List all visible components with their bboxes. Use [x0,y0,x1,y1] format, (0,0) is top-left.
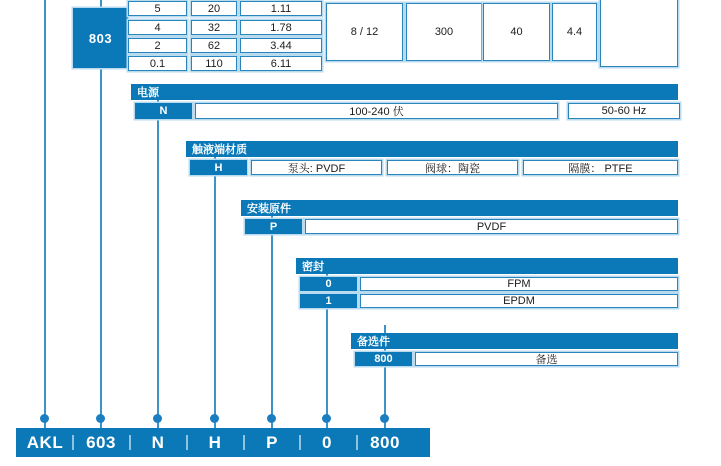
fitting-code-cell: P [245,219,302,234]
spec-cell-empty [600,0,678,67]
order-code-bar [16,428,430,457]
spec-cell: 6.11 [240,56,322,71]
spec-cell-merged: 40 [483,3,550,61]
connector-dot [267,414,276,423]
spec-cell-merged: 4.4 [552,3,597,61]
power-code-cell: N [135,103,192,119]
material-pump-head-cell: 泵头: PVDF [251,160,382,175]
order-code-segment: 603 [86,433,116,452]
connector-dot [322,414,331,423]
order-code-segment: AKL [26,433,64,452]
spec-cell: 20 [191,1,237,16]
spec-cell: 1.78 [240,20,322,35]
spec-cell: 62 [191,38,237,53]
spec-cell: 0.1 [128,56,187,71]
order-code-segment: P [266,433,278,452]
spec-cell: 2 [128,38,187,53]
connector-dot [210,414,219,423]
power-frequency-cell: 50-60 Hz [568,103,680,119]
fitting-section-header: 安装原件 [241,200,678,216]
material-valve-ball-cell: 阀球：陶瓷 [387,160,518,175]
spec-cell: 110 [191,56,237,71]
accessory-section-header: 备选件 [351,333,678,349]
connector-line-series [44,0,46,428]
spec-cell: 3.44 [240,38,322,53]
material-section-header: 触液端材质 [186,141,678,157]
order-code-segment: 800 [370,433,400,452]
seal-value-cell-0: FPM [360,277,678,291]
connector-dot [380,414,389,423]
order-code-segment: N [151,433,165,452]
accessory-value-cell: 备选 [415,352,678,366]
connector-dot [40,414,49,423]
spec-cell: 5 [128,1,187,16]
material-code-cell: H [190,160,247,175]
connector-line-power [157,92,159,428]
spec-cell: 4 [128,20,187,35]
spec-cell-merged: 300 [406,3,482,61]
order-code-segment: 0 [322,433,332,452]
spec-cell-merged: 8 / 12 [326,3,403,61]
fitting-value-cell: PVDF [305,219,678,234]
connector-dot [96,414,105,423]
order-code-segment: H [208,433,222,452]
model-code-box: 803 [73,8,128,68]
seal-code-cell-0: 0 [300,277,357,291]
connector-dot [153,414,162,423]
seal-section-header: 密封 [296,258,678,274]
seal-value-cell-1: EPDM [360,294,678,308]
connector-line-fitting [271,208,273,428]
material-diaphragm-cell: 隔膜： PTFE [523,160,678,175]
spec-cell: 32 [191,20,237,35]
power-section-header: 电源 [131,84,678,100]
spec-cell: 1.11 [240,1,322,16]
accessory-code-cell: 800 [355,352,412,366]
connector-line-material [214,149,216,428]
power-voltage-cell: 100-240 伏 [195,103,558,119]
seal-code-cell-1: 1 [300,294,357,308]
